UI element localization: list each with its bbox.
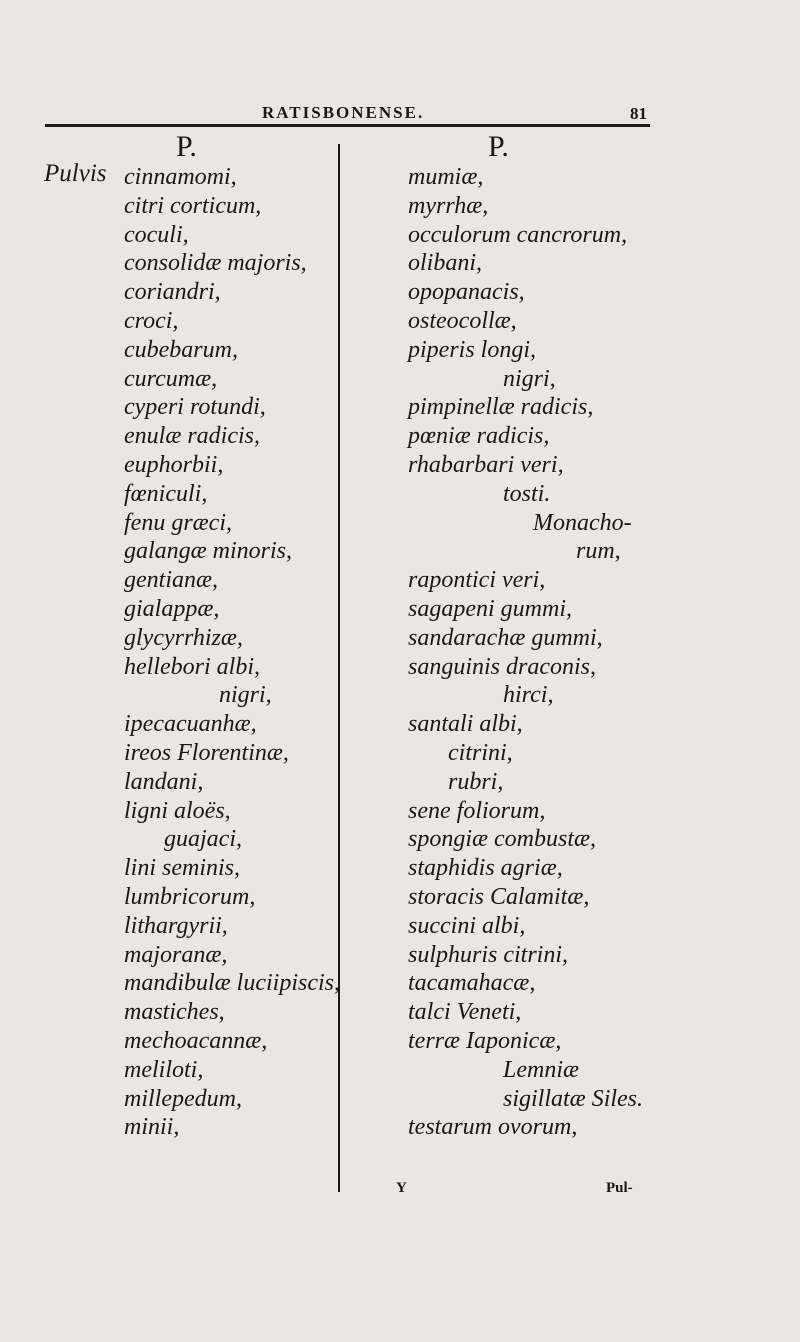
list-item: lumbricorum, [124,883,256,910]
list-item: cyperi rotundi, [124,394,266,421]
catchword: Pul- [606,1180,633,1196]
list-item: rum, [576,538,621,565]
list-item: staphidis agriæ, [408,855,563,882]
list-item: tosti. [503,480,551,507]
list-item: majoranæ, [124,941,228,968]
list-item: glycyrrhizæ, [124,624,243,651]
list-item: opopanacis, [408,279,525,306]
list-item: myrrhæ, [408,192,489,219]
lead-word: Pulvis [44,160,107,187]
list-item: sanguinis draconis, [408,653,597,680]
list-item: mandibulæ luciipiscis, [124,970,340,997]
running-head: RATISBONENSE. [262,103,425,122]
list-item: olibani, [408,250,483,277]
signature-mark: Y [396,1180,407,1196]
list-item: mastiches, [124,999,225,1026]
list-item: fœniculi, [124,480,208,507]
list-item: gentianæ, [124,567,218,594]
list-item: piperis longi, [408,336,537,363]
list-item: curcumæ, [124,365,218,392]
list-item: terræ Iaponicæ, [408,1027,562,1054]
list-item: testarum ovorum, [408,1114,578,1141]
list-item: ligni aloës, [124,797,231,824]
list-item: hellebori albi, [124,653,260,680]
list-item: storacis Calamitæ, [408,883,590,910]
list-item: mumiæ, [408,164,484,190]
list-item: succini albi, [408,912,526,939]
list-item: consolidæ majoris, [124,250,307,277]
list-item: pœniæ radicis, [408,423,550,450]
list-item: spongiæ combustæ, [408,826,597,853]
list-item: lithargyrii, [124,912,228,939]
list-item: santali albi, [408,711,523,738]
list-item: mechoacannæ, [124,1027,268,1054]
right-column-entries [408,163,668,1142]
list-item: osteocollæ, [408,307,517,334]
list-item: rapontici veri, [408,567,546,594]
list-item: nigri, [503,365,556,392]
list-item: gialappæ, [124,595,220,622]
page-number: 81 [630,104,647,123]
list-item: hirci, [503,682,554,709]
list-item: rubri, [448,768,504,795]
list-item: lini seminis, [124,855,241,882]
list-item: Monacho- [533,509,632,536]
left-column-entries [124,163,339,1142]
list-item: sulphuris citrini, [408,941,569,968]
list-item: landani, [124,768,204,795]
list-item: euphorbii, [124,451,224,478]
list-item: citri corticum, [124,192,262,219]
list-item: fenu græci, [124,509,232,536]
list-item: occulorum cancrorum, [408,221,628,248]
list-item: pimpinellæ radicis, [408,394,594,421]
list-item: sagapeni gummi, [408,595,572,622]
list-item: sandarachæ gummi, [408,624,603,651]
list-item: ireos Florentinæ, [124,739,289,766]
list-item: croci, [124,307,179,334]
list-item: rhabarbari veri, [408,451,564,478]
list-item: meliloti, [124,1056,204,1083]
list-item: cinnamomi, [124,164,237,190]
list-item: galangæ minoris, [124,538,293,565]
list-item: guajaci, [164,826,242,853]
header-rule [45,124,650,127]
list-item: citrini, [448,739,513,766]
list-item: coriandri, [124,279,221,306]
list-item: minii, [124,1114,180,1141]
list-item: Lemniæ [503,1056,580,1083]
list-item: ipecacuanhæ, [124,711,257,738]
left-column-letter: P. [176,130,197,163]
list-item: millepedum, [124,1085,242,1112]
list-item: talci Veneti, [408,999,522,1026]
list-item: sigillatæ Siles. [503,1085,644,1112]
list-item: nigri, [219,682,272,709]
list-item: coculi, [124,221,189,248]
list-item: sene foliorum, [408,797,546,824]
list-item: cubebarum, [124,336,238,363]
list-item: tacamahacæ, [408,970,536,997]
right-column-letter: P. [488,130,509,163]
list-item: enulæ radicis, [124,423,260,450]
